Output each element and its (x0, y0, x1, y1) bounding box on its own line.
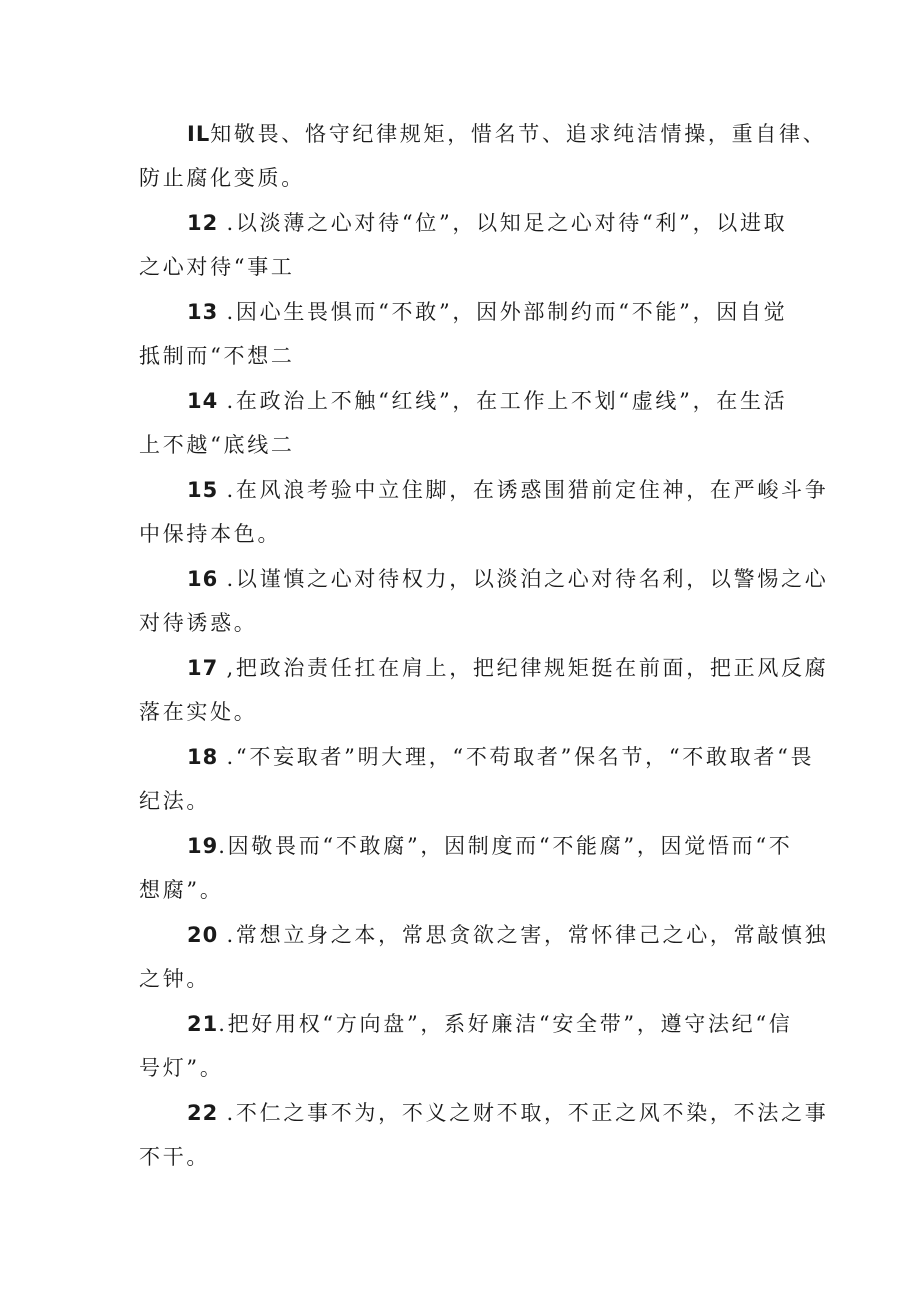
item-text-line-2: 抵制而“不想二 (139, 344, 295, 368)
list-item-first-line (139, 1091, 829, 1135)
item-number: 16 (187, 567, 227, 591)
list-item-first-line (139, 290, 788, 334)
item-text-line-2: 号灯”。 (139, 1056, 224, 1080)
list-item-first-line (139, 735, 815, 779)
list-item-16 (139, 557, 829, 645)
list-item-first-line (139, 824, 793, 868)
item-text-line-1: .在政治上不触“红线”，在工作上不划“虚线”，在生活 (226, 389, 788, 413)
list-item-18 (139, 735, 815, 823)
item-text-line-1: .以淡薄之心对待“位”，以知足之心对待“利”，以进取 (226, 211, 788, 235)
list-item-first-line (139, 646, 829, 690)
item-text-line-1: .把好用权“方向盘”，系好廉洁“安全带”，遵守法纪“信 (218, 1012, 793, 1036)
item-number: IL (187, 122, 211, 146)
item-text-line-2: 防止腐化变质。 (139, 166, 305, 190)
list-item-13 (139, 290, 788, 378)
list-item-11 (139, 112, 827, 200)
item-text-line-1: .常想立身之本，常思贪欲之害，常怀律己之心，常敲慎独 (226, 923, 829, 947)
list-item-first-line (139, 557, 829, 601)
numbered-list (139, 112, 829, 1180)
item-number: 14 (187, 389, 227, 413)
item-text-line-1: .因敬畏而“不敢腐”，因制度而“不能腐”，因觉悟而“不 (218, 834, 793, 858)
item-text-line-1: ,把政治责任扛在肩上，把纪律规矩挺在前面，把正风反腐 (226, 656, 829, 680)
item-number: 21 (187, 1012, 219, 1036)
list-item-first-line (139, 913, 829, 957)
item-number: 13 (187, 300, 227, 324)
item-text-line-2: 上不越“底线二 (139, 433, 295, 457)
list-item-first-line (139, 379, 788, 423)
item-number: 22 (187, 1101, 227, 1125)
item-number: 19 (187, 834, 219, 858)
item-text-line-1: .在风浪考验中立住脚，在诱惑围猎前定住神，在严峻斗争 (226, 478, 829, 502)
item-number: 20 (187, 923, 227, 947)
list-item-15 (139, 468, 829, 556)
item-number: 18 (187, 745, 227, 769)
item-text-line-2: 落在实处。 (139, 700, 258, 724)
list-item-first-line (139, 1002, 793, 1046)
item-number: 12 (187, 211, 227, 235)
item-text-line-2: 纪法。 (139, 789, 211, 813)
item-text-line-1: 知敬畏、恪守纪律规矩，惜名节、追求纯洁情操，重自律、 (210, 122, 827, 146)
item-text-line-2: 想腐”。 (139, 878, 224, 902)
item-text-line-2: 不干。 (139, 1145, 211, 1169)
item-text-line-1: .不仁之事不为，不义之财不取，不正之风不染，不法之事 (226, 1101, 829, 1125)
item-number: 15 (187, 478, 227, 502)
item-text-line-2: 中保持本色。 (139, 522, 282, 546)
list-item-12 (139, 201, 788, 289)
item-text-line-1: .“不妄取者”明大理，“不苟取者”保名节，“不敢取者“畏 (226, 745, 815, 769)
list-item-19 (139, 824, 793, 912)
list-item-first-line (139, 201, 788, 245)
list-item-22 (139, 1091, 829, 1179)
list-item-14 (139, 379, 788, 467)
list-item-21 (139, 1002, 793, 1090)
list-item-first-line (139, 468, 829, 512)
list-item-17 (139, 646, 829, 734)
item-text-line-2: 对待诱惑。 (139, 611, 258, 635)
item-number: 17 (187, 656, 227, 680)
item-text-line-2: 之钟。 (139, 967, 211, 991)
item-text-line-1: .以谨慎之心对待权力，以淡泊之心对待名利，以警惕之心 (226, 567, 829, 591)
item-text-line-2: 之心对待“事工 (139, 255, 295, 279)
item-text-line-1: .因心生畏惧而“不敢”，因外部制约而“不能”，因自觉 (226, 300, 788, 324)
list-item-first-line (139, 112, 827, 156)
list-item-20 (139, 913, 829, 1001)
